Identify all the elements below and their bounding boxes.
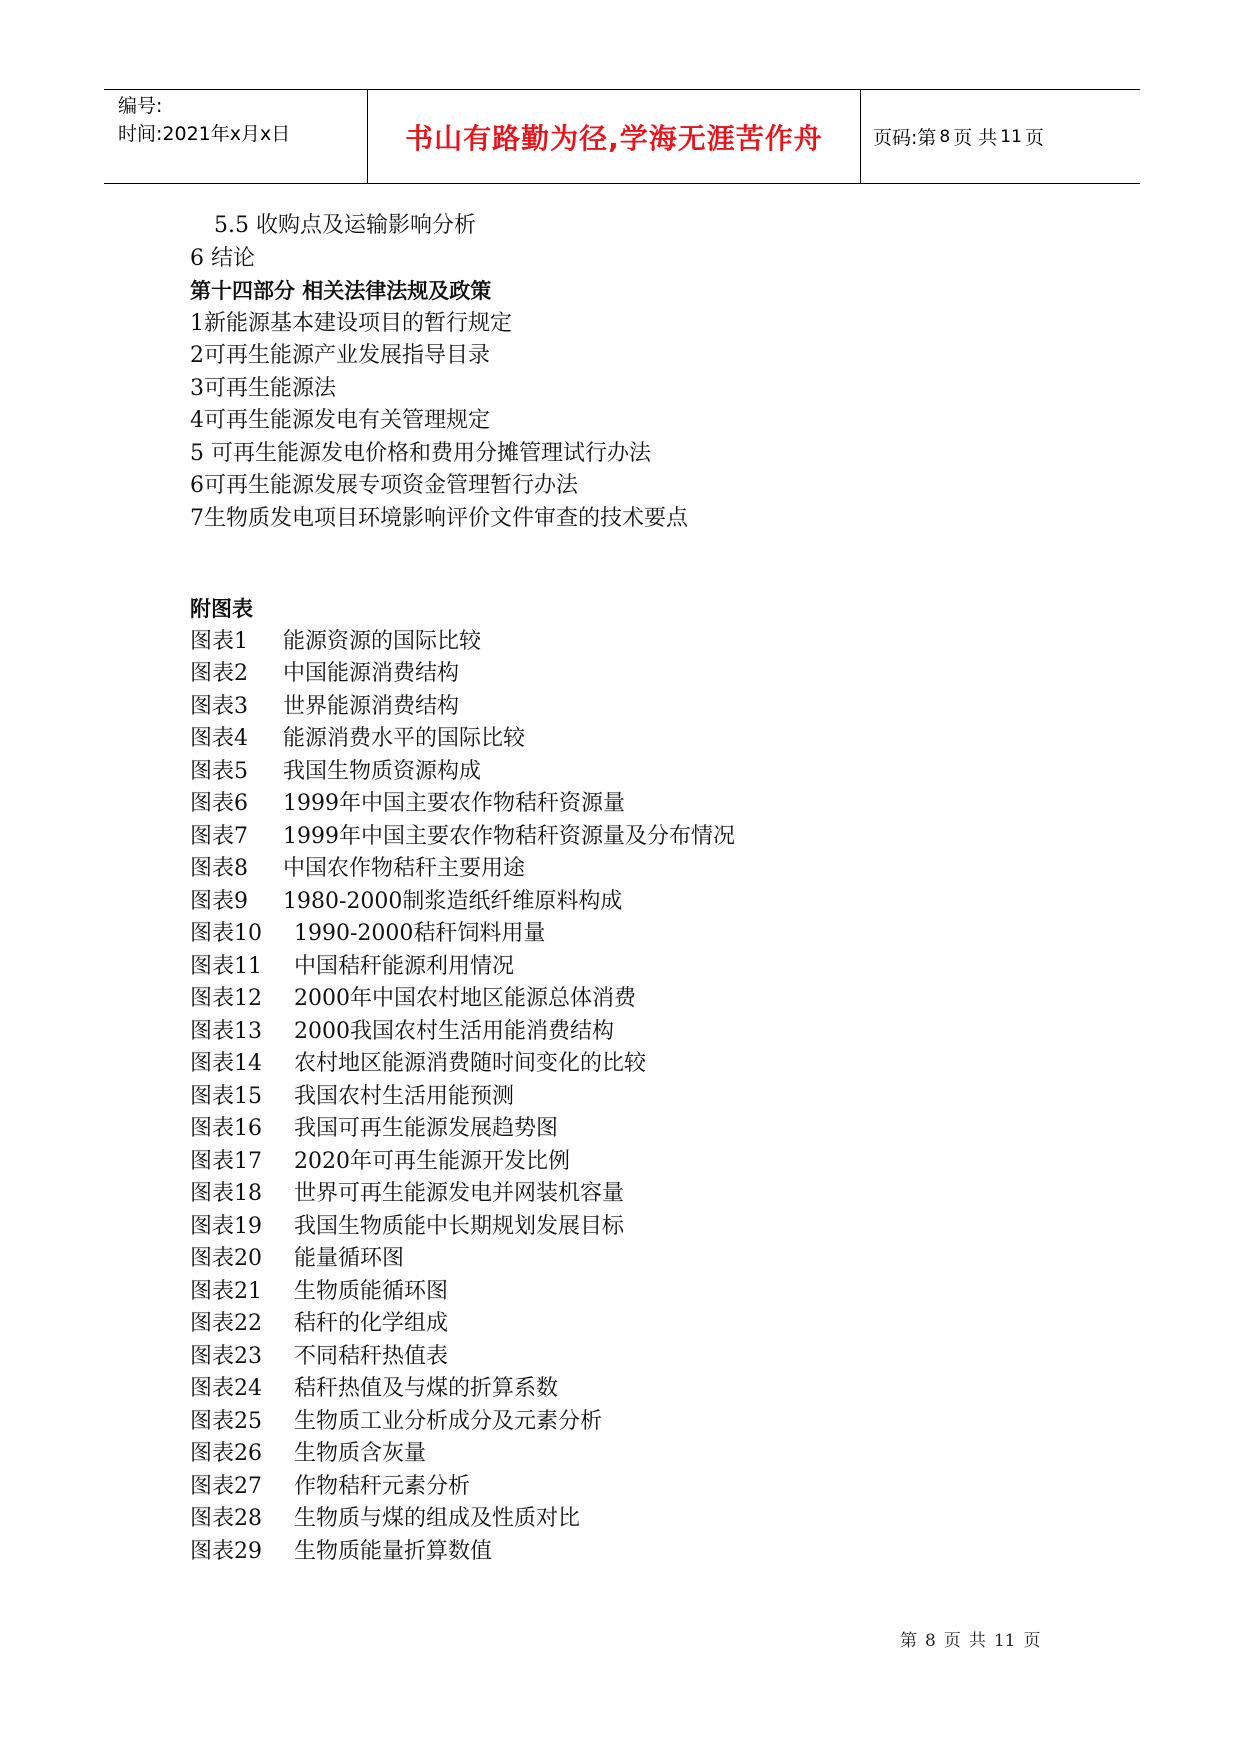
figure-item <box>190 756 1090 789</box>
figure-item <box>190 1113 1090 1146</box>
toc-item: 5.5 收购点及运输影响分析 <box>214 213 476 238</box>
law-item: 3可再生能源法 <box>190 375 336 401</box>
figure-title: 1999年中国主要农作物秸秆资源量 <box>283 791 625 816</box>
document-body <box>190 210 1090 1568</box>
figure-item <box>190 1471 1090 1504</box>
figure-title: 世界可再生能源发电并网装机容量 <box>294 1181 625 1206</box>
law-item: 2可再生能源产业发展指导目录 <box>190 343 490 368</box>
figure-title: 生物质工业分析成分及元素分析 <box>294 1408 603 1434</box>
header-page-suffix: 页 <box>1024 127 1044 149</box>
footer-page-total: 11 <box>993 1631 1016 1651</box>
header-page-total: 11 <box>1000 126 1022 147</box>
figure-item <box>190 1406 1090 1439</box>
figure-item <box>190 788 1090 821</box>
figure-title: 我国可再生能源发展趋势图 <box>294 1116 559 1141</box>
figure-title: 2000我国农村生活用能消费结构 <box>294 1018 614 1044</box>
figure-label: 图表12 <box>190 986 262 1011</box>
figure-label: 图表24 <box>190 1376 262 1401</box>
figure-item <box>190 626 1090 659</box>
page-footer <box>900 1626 1048 1651</box>
figure-label: 图表8 <box>190 856 248 881</box>
figure-item <box>190 1276 1090 1309</box>
header-time-label: 时间:2021年x月x日 <box>118 123 291 145</box>
figure-title: 中国农作物秸秆主要用途 <box>283 856 526 881</box>
figure-item <box>190 821 1090 854</box>
figure-item <box>190 1438 1090 1471</box>
figure-item <box>190 1178 1090 1211</box>
figure-item <box>190 1081 1090 1114</box>
header-page-prefix: 页码:第 <box>873 127 937 149</box>
footer-p3: 共 <box>968 1631 986 1651</box>
figure-title: 1990-2000秸秆饲料用量 <box>294 921 546 946</box>
figure-item <box>190 1341 1090 1374</box>
figure-label: 图表17 <box>190 1148 262 1174</box>
law-item: 6可再生能源发展专项资金管理暂行办法 <box>190 473 578 498</box>
header-page-mid: 页 共 <box>953 127 998 149</box>
figure-label: 图表18 <box>190 1181 262 1206</box>
figure-title: 我国生物质能中长期规划发展目标 <box>294 1213 625 1239</box>
figure-item <box>190 658 1090 691</box>
figure-title: 作物秸秆元素分析 <box>294 1473 471 1499</box>
figure-title: 中国能源消费结构 <box>283 661 460 686</box>
figure-label: 图表25 <box>190 1408 262 1434</box>
figure-title: 生物质能量折算数值 <box>294 1538 493 1564</box>
figure-title: 中国秸秆能源利用情况 <box>294 953 515 979</box>
figure-label: 图表23 <box>190 1343 262 1369</box>
figure-title: 能量循环图 <box>294 1246 405 1271</box>
figure-title: 世界能源消费结构 <box>283 693 460 719</box>
figure-title: 我国生物质资源构成 <box>283 758 482 784</box>
figure-label: 图表21 <box>190 1278 262 1304</box>
figure-label: 图表14 <box>190 1051 262 1076</box>
footer-p4: 页 <box>1023 1631 1041 1651</box>
figure-title: 秸秆的化学组成 <box>294 1311 449 1336</box>
figure-label: 图表26 <box>190 1441 262 1466</box>
figure-label: 图表13 <box>190 1018 262 1044</box>
figure-title: 不同秸秆热值表 <box>294 1343 449 1369</box>
page-header <box>104 89 1140 184</box>
section-heading: 第十四部分 相关法律法规及政策 <box>190 279 492 303</box>
figure-label: 图表2 <box>190 661 248 686</box>
figure-title: 能源消费水平的国际比较 <box>283 726 526 751</box>
figure-item <box>190 1536 1090 1569</box>
figure-item <box>190 853 1090 886</box>
law-item: 7生物质发电项目环境影响评价文件审查的技术要点 <box>190 505 688 531</box>
figure-title: 1980-2000制浆造纸纤维原料构成 <box>283 888 623 914</box>
figure-item <box>190 1146 1090 1179</box>
header-page-number: 8 <box>939 126 951 147</box>
figures-heading: 附图表 <box>190 597 253 621</box>
figure-title: 生物质与煤的组成及性质对比 <box>294 1506 581 1531</box>
figures-list <box>190 626 1090 1569</box>
figure-item <box>190 1308 1090 1341</box>
law-item: 1新能源基本建设项目的暂行规定 <box>190 310 512 336</box>
figure-label: 图表19 <box>190 1213 262 1239</box>
figure-label: 图表11 <box>190 953 262 979</box>
figure-label: 图表20 <box>190 1246 262 1271</box>
header-left-cell <box>104 90 368 183</box>
figure-item <box>190 983 1090 1016</box>
figure-label: 图表7 <box>190 823 248 849</box>
toc-item: 6 结论 <box>190 245 255 271</box>
figure-item <box>190 1211 1090 1244</box>
header-number-label: 编号: <box>118 95 163 117</box>
header-motto: 书山有路勤为径,学海无涯苦作舟 <box>368 90 861 183</box>
figure-label: 图表22 <box>190 1311 262 1336</box>
figure-label: 图表27 <box>190 1473 262 1499</box>
figure-label: 图表15 <box>190 1083 262 1109</box>
law-item: 5 可再生能源发电价格和费用分摊管理试行办法 <box>190 440 651 466</box>
figure-title: 2020年可再生能源开发比例 <box>294 1148 570 1174</box>
figure-title: 农村地区能源消费随时间变化的比较 <box>294 1051 647 1076</box>
figure-item <box>190 951 1090 984</box>
figure-item <box>190 886 1090 919</box>
figure-label: 图表1 <box>190 628 248 654</box>
figure-label: 图表4 <box>190 726 248 751</box>
figure-item <box>190 1048 1090 1081</box>
figure-item <box>190 1016 1090 1049</box>
figure-title: 2000年中国农村地区能源总体消费 <box>294 986 636 1011</box>
figure-item <box>190 723 1090 756</box>
figure-title: 能源资源的国际比较 <box>283 628 482 654</box>
figure-label: 图表29 <box>190 1538 262 1564</box>
footer-page-number: 8 <box>925 1631 936 1651</box>
figure-item <box>190 1243 1090 1276</box>
figure-title: 我国农村生活用能预测 <box>294 1083 515 1109</box>
figure-item <box>190 1503 1090 1536</box>
figure-label: 图表16 <box>190 1116 262 1141</box>
figure-label: 图表5 <box>190 758 248 784</box>
figure-title: 秸秆热值及与煤的折算系数 <box>294 1376 559 1401</box>
law-item: 4可再生能源发电有关管理规定 <box>190 408 490 433</box>
spacer <box>190 535 1090 593</box>
footer-p2: 页 <box>943 1631 961 1651</box>
footer-p1: 第 <box>900 1631 917 1651</box>
figure-label: 图表6 <box>190 791 248 816</box>
figure-title: 生物质能循环图 <box>294 1278 449 1304</box>
figure-title: 1999年中国主要农作物秸秆资源量及分布情况 <box>283 823 735 849</box>
figure-label: 图表3 <box>190 693 248 719</box>
header-page-info <box>861 90 1140 183</box>
figure-item <box>190 918 1090 951</box>
figure-item <box>190 1373 1090 1406</box>
figure-label: 图表10 <box>190 921 262 946</box>
figure-label: 图表9 <box>190 888 248 914</box>
figure-title: 生物质含灰量 <box>294 1441 427 1466</box>
laws-list <box>190 308 1090 536</box>
figure-item <box>190 691 1090 724</box>
figure-label: 图表28 <box>190 1506 262 1531</box>
